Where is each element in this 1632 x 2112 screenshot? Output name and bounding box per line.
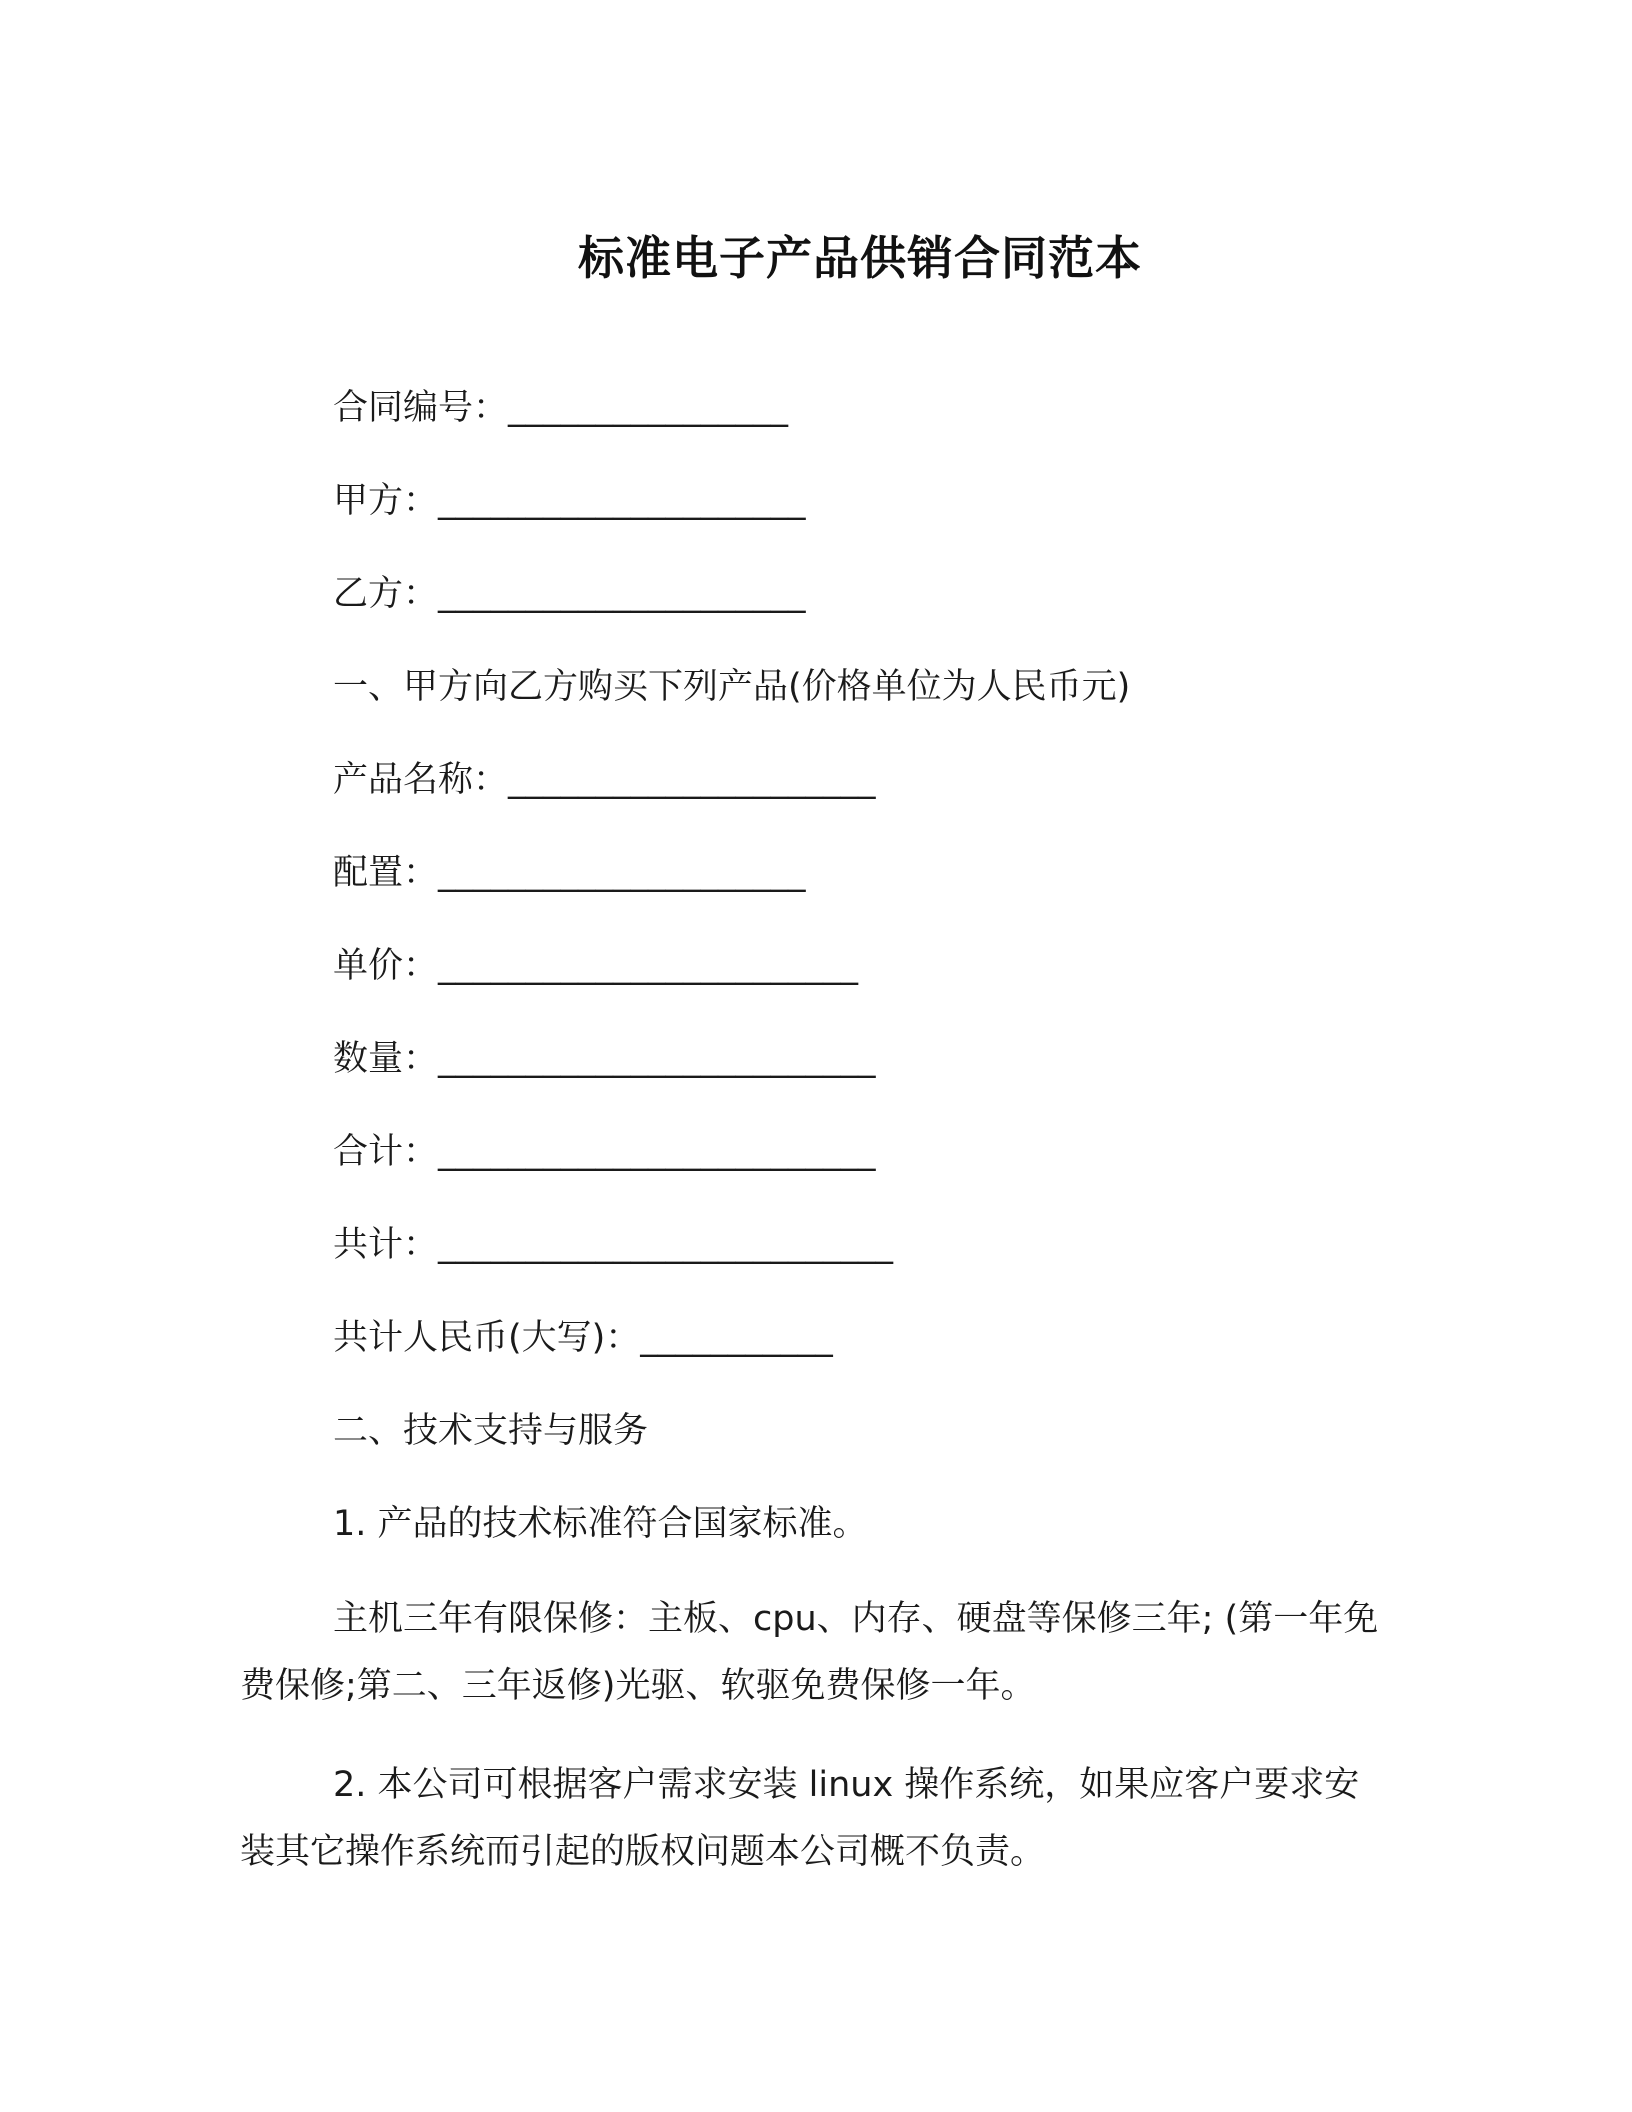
subtotal-line: 合计：_________________________: [333, 1132, 876, 1172]
quantity-line: 数量：_________________________: [333, 1039, 876, 1079]
party-b-line: 乙方：_____________________: [333, 574, 806, 614]
document-title: 标准电子产品供销合同范本: [578, 231, 1142, 285]
unit-price-line: 单价：________________________: [333, 946, 859, 986]
total-rmb-uppercase-line: 共计人民币(大写)：___________: [333, 1318, 833, 1358]
clause-1-line: 1. 产品的技术标准符合国家标准。: [333, 1504, 868, 1544]
os-install-paragraph: [240, 1752, 1380, 1886]
configuration-line: 配置：_____________________: [333, 853, 806, 893]
os-install-text: 2. 本公司可根据客户需求安装 linux 操作系统，如果应客户要求安装其它操作系统而引起的版权问题本公司概不负责。: [240, 1765, 1360, 1872]
warranty-text: 主机三年有限保修：主板、cpu、内存、硬盘等保修三年; (第一年免费保修;第二、三年返修)光驱、软驱免费保修一年。: [240, 1599, 1379, 1706]
section-two-heading: 二、技术支持与服务: [333, 1411, 649, 1451]
warranty-paragraph: [240, 1586, 1380, 1720]
party-a-line: 甲方：_____________________: [333, 481, 806, 521]
total-line: 共计：__________________________: [333, 1225, 894, 1265]
product-name-line: 产品名称：_____________________: [333, 760, 876, 800]
section-one-heading: 一、甲方向乙方购买下列产品(价格单位为人民币元): [333, 667, 1131, 707]
contract-number-line: 合同编号：________________: [333, 388, 789, 428]
